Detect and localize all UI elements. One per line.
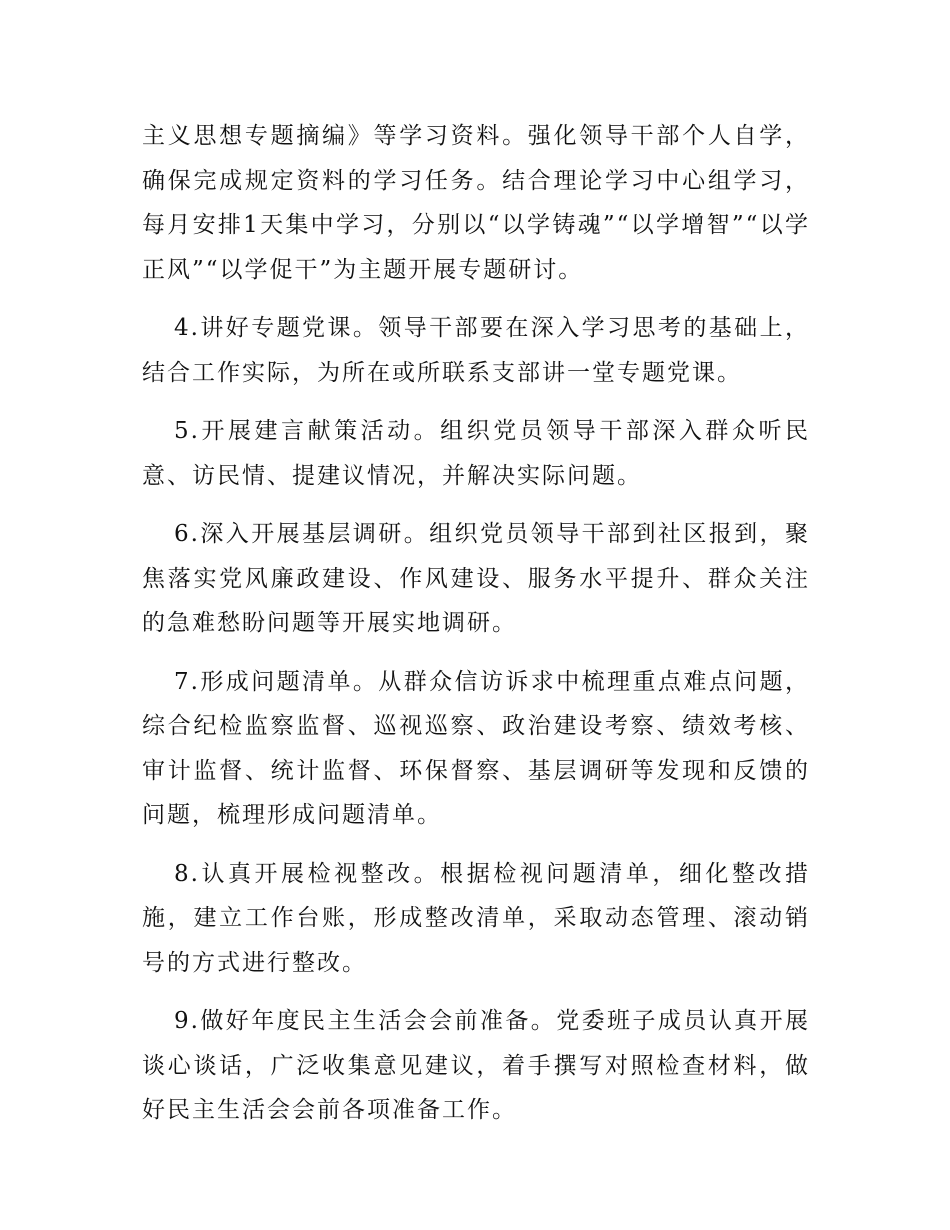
document-body [142, 114, 810, 1147]
paragraph-item-5: 5.开展建言献策活动。组织党员领导干部深入群众听民意、访民情、提建议情况，并解决实际问题。 [142, 418, 810, 489]
paragraph-item-7: 7.形成问题清单。从群众信访诉求中梳理重点难点问题，综合纪检监察监督、巡视巡察、政治建设考察、绩效考核、审计监督、统计监督、环保督察、基层调研等发现和反馈的问题，梳理形成问题清单。 [142, 668, 810, 828]
paragraph-item-4: 4.讲好专题党课。领导干部要在深入学习思考的基础上，结合工作实际，为所在或所联系支部讲一堂专题党课。 [142, 315, 810, 386]
paragraph-item-9: 9.做好年度民主生活会会前准备。党委班子成员认真开展谈心谈话，广泛收集意见建议，着手撰写对照检查材料，做好民主生活会会前各项准备工作。 [142, 1008, 810, 1123]
paragraph-item-6: 6.深入开展基层调研。组织党员领导干部到社区报到，聚焦落实党风廉政建设、作风建设、服务水平提升、群众关注的急难愁盼问题等开展实地调研。 [142, 521, 810, 636]
paragraph-item-8: 8.认真开展检视整改。根据检视问题清单，细化整改措施，建立工作台账，形成整改清单，采取动态管理、滚动销号的方式进行整改。 [142, 860, 810, 976]
paragraph-continuation: 主义思想专题摘编》等学习资料。强化领导干部个人自学，确保完成规定资料的学习任务。结合理论学习中心组学习，每月安排1天集中学习，分别以“以学铸魂”“以学增智”“以学正风”“以学促干”为主题开展专题研讨。 [142, 123, 810, 283]
